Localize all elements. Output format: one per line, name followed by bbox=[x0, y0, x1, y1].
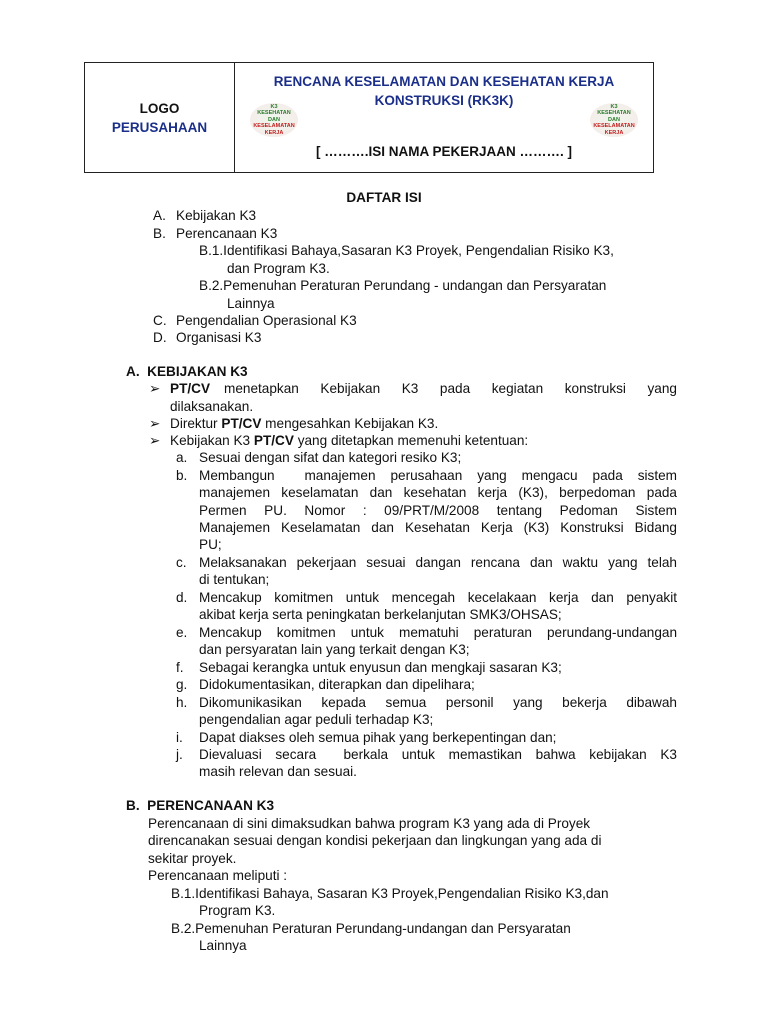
toc-heading: DAFTAR ISI bbox=[346, 190, 422, 205]
item-marker-f: f. bbox=[176, 660, 184, 675]
planning-item-b2-cont: Lainnya bbox=[199, 938, 247, 953]
planning-item-b1: B.1.Identifikasi Bahaya, Sasaran K3 Proyek,Pengendalian Risiko K3,dan bbox=[171, 886, 609, 901]
item-i: Dapat diakses oleh semua pihak yang berkepentingan dan; bbox=[199, 730, 557, 745]
item-marker-g: g. bbox=[176, 677, 188, 692]
item-b-cont-2: Permen PU. Nomor : 09/PRT/M/2008 tentang Pedoman Sistem bbox=[199, 503, 677, 518]
toc-marker-b: B. bbox=[153, 226, 166, 241]
company-type: PT/CV bbox=[253, 433, 294, 448]
item-b-cont-1: manajemen keselamatan dan kesehatan kerja (K3), berpedoman pada bbox=[199, 485, 677, 500]
toc-marker-d: D. bbox=[153, 330, 167, 345]
toc-item-d: Organisasi K3 bbox=[176, 330, 262, 345]
item-h-cont: pengendalian agar peduli terhadap K3; bbox=[199, 712, 434, 727]
planning-item-b2: B.2.Pemenuhan Peraturan Perundang-undangan dan Persyaratan bbox=[171, 921, 571, 936]
toc-item-b: Perencanaan K3 bbox=[176, 226, 278, 241]
paragraph-line-4: Perencanaan meliputi : bbox=[148, 868, 288, 883]
bullet-3: Kebijakan K3 PT/CV yang ditetapkan memenuhi ketentuan: bbox=[170, 433, 529, 448]
item-marker-e: e. bbox=[176, 625, 188, 640]
paragraph-line-1: Perencanaan di sini dimaksudkan bahwa program K3 yang ada di Proyek bbox=[148, 816, 591, 831]
paragraph-line-2: direncanakan sesuai dengan kondisi pekerjaan dan lingkungan yang ada di bbox=[148, 833, 602, 848]
toc-item-c: Pengendalian Operasional K3 bbox=[176, 313, 357, 328]
item-b-cont-3: Manajemen Keselamatan dan Kesehatan Kerja (K3) Konstruksi Bidang bbox=[199, 520, 677, 535]
item-j: Dievaluasi secara berkala untuk memastikan bahwa kebijakan K3 bbox=[199, 747, 677, 762]
toc-marker-c: C. bbox=[153, 313, 167, 328]
title-line-1: RENCANA KESELAMATAN DAN KESEHATAN KERJA bbox=[273, 74, 615, 89]
bullet-1 bbox=[170, 380, 677, 398]
title-cell bbox=[235, 63, 653, 172]
toc-marker-a: A. bbox=[153, 208, 166, 223]
project-name-placeholder: [ ……….ISI NAMA PEKERJAAN ………. ] bbox=[315, 144, 572, 159]
company-type: PT/CV bbox=[170, 381, 211, 396]
header-table bbox=[84, 62, 654, 173]
item-e-cont: dan persyaratan lain yang terkait dengan K3; bbox=[199, 642, 470, 657]
item-e: Mencakup komitmen untuk mematuhi peraturan perundang-undangan bbox=[199, 625, 677, 640]
paragraph-line-3: sekitar proyek. bbox=[148, 851, 237, 866]
logo-cell bbox=[85, 63, 235, 172]
bullet-2: Direktur PT/CV mengesahkan Kebijakan K3. bbox=[170, 416, 439, 431]
section-b-heading: B. PERENCANAAN K3 bbox=[126, 798, 275, 813]
item-marker-h: h. bbox=[176, 695, 188, 710]
item-marker-b: b. bbox=[176, 468, 188, 483]
logo-label: LOGO bbox=[139, 100, 180, 116]
item-h: Dikomunikasikan kepada semua personil yang bekerja dibawah bbox=[199, 695, 677, 710]
item-d-cont: akibat kerja serta peningkatan berkelanjutan SMK3/OHSAS; bbox=[199, 607, 562, 622]
toc-item-b2-cont: Lainnya bbox=[227, 296, 275, 311]
toc-item-b1: B.1.Identifikasi Bahaya,Sasaran K3 Proyek, Pengendalian Risiko K3, bbox=[199, 243, 614, 258]
item-f: Sebagai kerangka untuk enyusun dan mengkaji sasaran K3; bbox=[199, 660, 562, 675]
document-title bbox=[235, 72, 653, 110]
item-j-cont: masih relevan dan sesuai. bbox=[199, 764, 357, 779]
bullet-1-text: menetapkan Kebijakan K3 pada kegiatan konstruksi yang bbox=[224, 381, 677, 396]
bullet-icon: ➢ bbox=[149, 381, 161, 396]
item-c: Melaksanakan pekerjaan sesuai dangan rencana dan waktu yang telah bbox=[199, 555, 677, 570]
bullet-icon: ➢ bbox=[149, 416, 161, 431]
item-marker-c: c. bbox=[176, 555, 187, 570]
company-label: PERUSAHAAN bbox=[111, 119, 208, 135]
planning-item-b1-cont: Program K3. bbox=[199, 903, 276, 918]
bullet-icon: ➢ bbox=[149, 433, 161, 448]
item-c-cont: di tentukan; bbox=[199, 572, 270, 587]
k3-emblem-left-icon: K3 KESEHATAN DAN KESELAMATAN KERJA bbox=[250, 103, 298, 137]
item-b-cont-4: PU; bbox=[199, 537, 222, 552]
item-d: Mencakup komitmen untuk mencegah kecelakaan kerja dan penyakit bbox=[199, 590, 677, 605]
item-marker-a: a. bbox=[176, 450, 188, 465]
toc-item-b1-cont: dan Program K3. bbox=[227, 261, 330, 276]
toc-item-a: Kebijakan K3 bbox=[176, 208, 257, 223]
item-marker-j: j. bbox=[176, 747, 183, 762]
section-a-heading: A. KEBIJAKAN K3 bbox=[126, 364, 248, 379]
item-a: Sesuai dengan sifat dan kategori resiko K3; bbox=[199, 450, 462, 465]
item-b: Membangun manajemen perusahaan yang mengacu pada sistem bbox=[199, 468, 677, 483]
company-type: PT/CV bbox=[221, 416, 262, 431]
title-line-2: KONSTRUKSI (RK3K) bbox=[374, 93, 514, 108]
item-marker-i: i. bbox=[176, 730, 183, 745]
item-marker-d: d. bbox=[176, 590, 188, 605]
bullet-1-cont: dilaksanakan. bbox=[170, 399, 254, 414]
k3-emblem-right-icon: K3 KESEHATAN DAN KESELAMATAN KERJA bbox=[590, 103, 638, 137]
item-g: Didokumentasikan, diterapkan dan dipelihara; bbox=[199, 677, 475, 692]
toc-item-b2: B.2.Pemenuhan Peraturan Perundang - undangan dan Persyaratan bbox=[199, 278, 607, 293]
